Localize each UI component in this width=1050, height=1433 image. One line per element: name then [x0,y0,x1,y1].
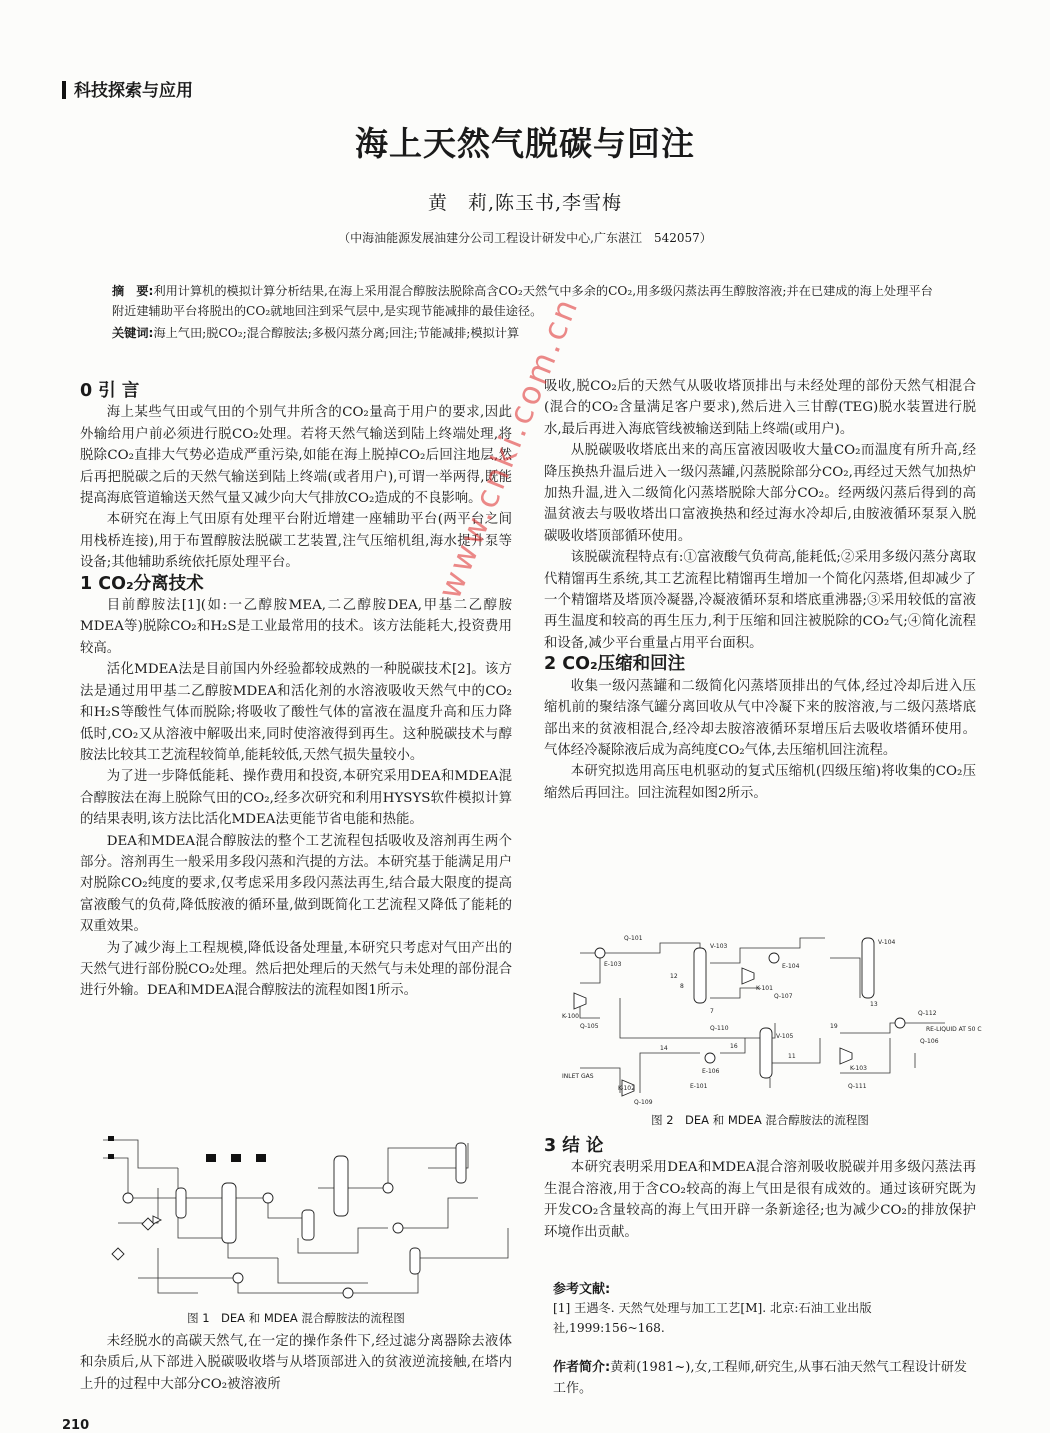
fig2-exchanger-e104 [769,953,779,963]
fig2-label: Q-112 [918,1010,937,1017]
fig2-label: RE-LIQUID AT 50 C [926,1026,982,1033]
paragraph: 为了进一步降低能耗、操作费用和投资,本研究采用DEA和MDEA混合醇胺法在海上脱除气田的CO₂,经多次研究和利用HYSYS软件模拟计算的结果表明,该方法比活化MDEA法更能节省电能和热能。 [80,769,512,828]
heading-intro: 0 引 言 [80,381,140,401]
fig2-label: V-104 [878,939,896,946]
fig1-block [206,1154,216,1162]
section-bar [62,81,66,99]
fig2-label: 16 [730,1043,738,1050]
fig1-exchanger [393,1223,403,1233]
keywords-text: 海上气田;脱CO₂;混合醇胺法;多极闪蒸分离;回注;节能减排;模拟计算 [153,326,520,340]
paragraph: 为了减少海上工程规模,降低设备处理量,本研究只考虑对气田产出的天然气进行部份脱CO₂处理。然后把处理后的天然气与未处理的部份混合进行外输。DEA和MDEA混合醇胺法的流程如图1所示。 [80,940,512,999]
fig1-vessel [176,1188,186,1218]
fig2-label: 7 [710,1008,714,1015]
author-bio-label: 作者简介: [553,1360,611,1375]
figure-2-caption: 图 2 DEA 和 MDEA 混合醇胺法的流程图 [651,1113,869,1127]
fig1-column [456,1143,466,1183]
reference-1: [1] 王遇冬. 天然气处理与加工工艺[M]. 北京:石油工业出版社,1999:156~168. [553,1301,872,1335]
fig2-label: K-100 [562,1013,579,1020]
fig1-block [108,1154,114,1159]
heading-compression: 2 CO₂压缩和回注 [544,654,686,675]
fig2-label: V-105 [776,1033,794,1040]
paragraph: 从脱碳吸收塔底出来的高压富液因吸收大量CO₂而温度有所升高,经降压换热升温后进入一级闪蒸罐,闪蒸脱除部分CO₂,再经过天然气加热炉加热升温,进入二级简化闪蒸塔脱除大部分CO₂。经两级闪蒸后得到的高温贫液去与吸收塔出口富液换热和经过海水冷却后,由胺液循环泵泵入脱碳吸收塔顶部循环使用。 [544,443,976,544]
fig2-vessel-v105 [760,1028,772,1078]
fig1-absorber [222,1183,236,1243]
section-label: 科技探索与应用 [74,81,193,101]
fig2-label: 14 [660,1045,668,1052]
fig2-label: Q-111 [848,1083,867,1090]
fig2-exchanger-e101 [705,1053,715,1063]
fig1-block [108,1136,114,1141]
fig1-block [256,1154,266,1162]
fig2-vessel-v103 [694,948,706,1003]
paragraph: 本研究表明采用DEA和MDEA混合溶剂吸收脱碳并用多级闪蒸法再生混合溶液,用于含CO₂较高的海上气田是很有成效的。通过该研究既为开发CO₂含量较高的海上气田开辟一条新途径;也为减少CO₂的排放保护环境作出贡献。 [544,1160,976,1240]
heading-co2-separation: 1 CO₂分离技术 [80,573,204,594]
fig2-label: 19 [830,1023,838,1030]
fig1-flash-tower [334,1156,348,1216]
fig2-label: INLET GAS [562,1073,594,1080]
references-heading: 参考文献: [553,1282,611,1297]
fig2-label: K-102 [618,1085,635,1092]
section-tag [62,76,193,101]
fig2-exchanger-e103 [595,948,605,958]
fig2-label: 11 [788,1053,796,1060]
figure-1-flowchart [98,1128,518,1306]
author-bio-text: 黄莉(1981~),女,工程师,研究生,从事石油天然气工程设计研发工作。 [553,1360,967,1396]
fig2-label: V-103 [710,943,728,950]
figure-1-caption: 图 1 DEA 和 MDEA 混合醇胺法的流程图 [187,1311,405,1325]
fig2-label: Q-105 [580,1023,599,1030]
authors: 黄 莉,陈玉书,李雪梅 [427,192,623,214]
fig2-background [560,918,975,1108]
fig2-vessel-v104 [862,938,874,998]
fig1-separator [302,1210,314,1240]
left-column-bottom [80,1331,512,1395]
paragraph: 目前醇胺法[1](如:一乙醇胺MEA,二乙醇胺DEA,甲基二乙醇胺MDEA等)脱除CO₂和H₂S是工业最常用的技术。该方法能耗大,投资费用较高。 [80,598,512,656]
left-column [80,381,512,1002]
fig2-label: K-101 [756,985,773,992]
heading-conclusion: 3 结 论 [544,1136,604,1156]
fig1-exchanger [383,1183,393,1193]
fig1-exchanger [123,1193,133,1203]
watermark: www.cnki.com.cn [430,290,587,605]
fig1-block [231,1154,241,1162]
paragraph: 该脱碳流程特点有:①富液酸气负荷高,能耗低;②采用多级闪蒸分离取代精馏再生系统,其工艺流程比精馏再生增加一个简化闪蒸塔,但却减少了一个精馏塔及塔顶冷凝器,冷凝液循环泵和塔底重沸器;③采用较低的富液再生温度和较高的再生压力,利于压缩和回注被脱除的CO₂气;④简化流程和设备,减少平台重量占用平台面积。 [544,550,976,651]
right-column [544,376,976,804]
paragraph: 活化MDEA法是目前国内外经验都较成熟的一种脱碳技术[2]。该方法是通过用甲基二乙醇胺MDEA和活化剂的水溶液吸收天然气中的CO₂和H₂S等酸性气体而脱除;将吸收了酸性气体的富液在温度升高和压力降低时,CO₂又从溶液中解吸出来,同时使溶液得到再生。这种脱碳技术与醇胺法比较其工艺流程较简单,能耗较低,天然气损失量较小。 [80,662,512,763]
abstract-text: 利用计算机的模拟计算分析结果,在海上采用混合醇胺法脱除高含CO₂天然气中多余的CO₂,用多级闪蒸法再生醇胺溶液;并在已建成的海上处理平台附近建辅助平台将脱出的CO₂就地回注到采气层中,是实现节能减排的最佳途径。 [112,284,933,318]
fig2-label: E-104 [782,963,800,970]
fig2-label: 8 [680,983,684,990]
fig2-label: Q-101 [624,935,643,942]
paper-title: 海上天然气脱碳与回注 [355,124,695,163]
paragraph: DEA和MDEA混合醇胺法的整个工艺流程包括吸收及溶剂再生两个部分。溶剂再生一般采用多段闪蒸和汽提的方法。本研究基于能满足用户对脱除CO₂纯度的要求,仅考虑采用多段闪蒸法再生,结合最大限度的提高富液酸气的负荷,降低胺液的循环量,做到既简化工艺流程又降低了能耗的双重效果。 [80,833,512,935]
fig1-drum [410,1248,420,1274]
fig1-pump [343,1288,353,1298]
keywords [112,324,942,341]
figure-2-flowchart [560,918,982,1108]
fig2-label: Q-107 [774,993,793,1000]
keywords-label: 关键词: [112,326,154,340]
paragraph: 本研究拟选用高压电机驱动的复式压缩机(四级压缩)将收集的CO₂压缩然后再回注。回注流程如图2所示。 [544,764,976,801]
fig2-label: Q-106 [920,1038,939,1045]
paragraph: 未经脱水的高碳天然气,在一定的操作条件下,经过滤分离器除去液体和杂质后,从下部进入脱碳吸收塔与从塔顶部进入的贫液逆流接触,在塔内上升的过程中大部分CO₂被溶液所 [80,1334,512,1392]
paragraph: 本研究在海上气田原有处理平台附近增建一座辅助平台(两平台之间用栈桥连接),用于布置醇胺法脱碳工艺装置,注气压缩机组,海水提升泵等设备;其他辅助系统依托原处理平台。 [80,512,512,571]
affiliation: （中海油能源发展油建分公司工程设计研发中心,广东湛江 542057） [338,231,712,245]
abstract [112,281,942,321]
fig2-label: K-103 [850,1065,867,1072]
fig1-exchanger [263,1193,273,1203]
fig2-label: E-106 [702,1068,720,1075]
author-bio [553,1357,973,1399]
fig2-exchanger-e106 [895,1018,905,1028]
right-column-bottom [544,1136,976,1243]
fig2-label: 12 [670,973,678,980]
abstract-label: 摘 要: [112,284,154,298]
paragraph: 收集一级闪蒸罐和二级简化闪蒸塔顶排出的气体,经过冷却后进入压缩机前的聚结涤气罐分离回收从气中冷凝下来的胺溶液,与二级闪蒸塔底部出来的贫液相混合,经冷却去胺溶液循环泵增压后去吸收塔循环使用。气体经冷凝除液后成为高纯度CO₂气体,去压缩机回注流程。 [544,678,976,758]
fig2-label: Q-110 [710,1025,729,1032]
paragraph: 吸收,脱CO₂后的天然气从吸收塔顶排出与未经处理的部份天然气相混合(混合的CO₂含量满足客户要求),然后进入三甘醇(TEG)脱水装置进行脱水,最后再进入海底管线被输送到陆上终端(或用户)。 [544,379,976,437]
fig2-label: Q-109 [634,1099,653,1106]
paragraph: 海上某些气田或气田的个别气井所含的CO₂量高于用户的要求,因此外输给用户前必须进行脱CO₂处理。若将天然气输送到陆上终端处理,将脱除CO₂直排大气势必造成严重污染,如能在海上脱掉CO₂后回注地层,然后再把脱碳之后的天然气输送到陆上终端(或者用户),可谓一举两得,既能提高海底管道输送天然气量又减少向大气排放CO₂造成的不良影响。 [80,405,512,507]
fig2-label: E-103 [604,961,622,968]
fig2-label: 13 [870,1001,878,1008]
fig2-label: E-101 [690,1083,708,1090]
fig1-pump [233,1273,243,1283]
page-number: 210 [62,1418,90,1433]
